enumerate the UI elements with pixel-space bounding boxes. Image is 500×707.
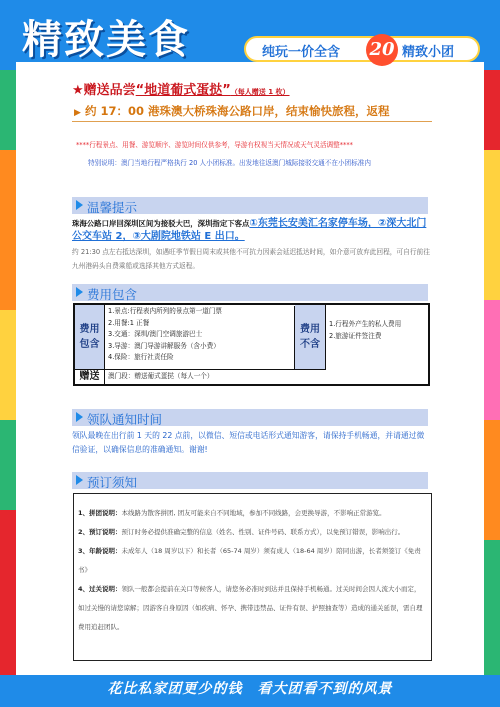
section-booking	[72, 472, 428, 489]
section-title: 领队通知时间	[87, 412, 163, 427]
booking-item-title: 1、拼团说明：	[78, 509, 122, 517]
fee-include-label-2: 包含	[79, 339, 100, 350]
left-stripe-yellow	[0, 310, 16, 420]
gift-prefix: 赠送品尝	[83, 83, 136, 98]
return-itinerary	[74, 103, 442, 119]
triangle-right-icon	[76, 412, 83, 422]
section-title: 费用包含	[87, 287, 138, 302]
schedule-notice: ****行程景点、用餐、游览顺序、游览时间仅供参考，导游有权视当天情况或天气灵活调整****	[76, 141, 353, 149]
section-title: 预订须知	[87, 475, 138, 490]
booking-item-title: 3、年龄说明：	[78, 547, 122, 555]
booking-item-text: 本线路为散客拼团, 团友可能来自不同地域，参加不同线路，会更换导游，不影响正常游览。	[121, 509, 386, 517]
section-fee	[72, 284, 428, 301]
triangle-right-icon	[76, 200, 83, 210]
triangle-right-icon	[76, 287, 83, 297]
gift-heading	[72, 79, 290, 98]
warm-tip-arrival: 约 21:30 点左右抵达深圳，如遇旺季节假日周末或其他不可抗力因素会延迟抵达时间，如介意可放弃此回程，可自行前往九州港码头自费乘船或选择其他方式返程。	[72, 248, 430, 270]
warm-tip-text: 珠海公路口岸回深圳区间为接驳大巴，深圳指定下客点	[72, 219, 250, 228]
list-item: 4.保险：旅行社责任险	[108, 353, 174, 362]
list-item	[78, 542, 427, 580]
triangle-right-icon	[76, 475, 83, 485]
fee-include-label-1: 费用	[79, 324, 100, 335]
section-warm-tips	[72, 197, 428, 214]
fee-exclude-header	[295, 305, 326, 370]
page-title: 精致美食	[22, 16, 190, 63]
booking-item-title: 2、预订说明：	[78, 528, 122, 536]
section-title: 温馨提示	[87, 200, 138, 215]
left-stripe-green-2	[0, 420, 16, 510]
list-item: 1.景点:行程表内所列的景点第一道门票	[108, 307, 223, 315]
return-divider	[72, 121, 432, 122]
fee-include-header	[75, 305, 105, 370]
list-item: 2.用餐:1 正餐	[108, 318, 150, 327]
list-item: 3.导游：澳门导游讲解服务（含小费）	[108, 341, 220, 350]
dropoff-points: ①东莞长安美汇名家停车场，②深大北门公交车站 2，③大剧院地铁站 E 出口。	[72, 218, 427, 242]
footer-slogan: 花比私家团更少的钱 看大团看不到的风景	[107, 681, 393, 697]
gift-name: “地道葡式蛋挞”	[135, 83, 231, 98]
list-item	[78, 580, 427, 637]
booking-item-text: 领队一般都会提前在关口等候客人，请您务必准时到达并且保持手机畅通。过关时间会因人流大小而定，如过关慢的请您谅解；因游客自身原因（如疾病、怀孕、携带违禁品、证件有误、护照抽查等）造成的通关延误，需自理费用追赶团队。	[78, 585, 423, 631]
fee-exclude-list	[326, 319, 428, 359]
booking-item-text: 预订时务必提供准确完整的信息（姓名、性别、证件号码、联系方式），以免预订错误，影响出行。	[121, 528, 405, 536]
list-item: 1.行程外产生的私人费用	[329, 320, 402, 328]
fee-exclude-label-1: 费用	[300, 324, 320, 335]
group-size-badge: 20	[366, 34, 398, 66]
booking-item-text: 未成年人（18 周岁以下）和长者（65-74 周岁）须有成人（18-64 周岁）陪同出游，长者须签订《免责书》	[78, 547, 421, 574]
fee-gift-value: 澳门段：赠送葡式蛋挞（每人一个）	[108, 372, 214, 380]
fee-gift-label: 赠送	[75, 370, 105, 384]
list-item	[78, 523, 427, 542]
fee-table	[73, 303, 430, 386]
list-item: 3.交通：深圳/澳门空调旅游巴士	[108, 330, 203, 339]
fee-include-list	[105, 306, 295, 370]
special-notice: 特别说明：澳门当地行程严格执行 20 人小团标准。出发地往返澳门城际接驳交通不在小团标准内	[88, 159, 371, 167]
triangle-right-icon: ▶	[74, 108, 81, 118]
right-stripe-yellow	[484, 150, 500, 300]
gift-note: （每人赠送 1 枚）	[230, 88, 290, 96]
tagline-pill	[244, 36, 480, 62]
list-item: 2.旅游证件签注费	[329, 331, 382, 340]
star-icon: ★	[72, 83, 84, 98]
warm-tip-dropoff	[72, 217, 432, 243]
tagline-right: 精致小团	[402, 45, 455, 60]
right-stripe-orange	[484, 420, 500, 540]
booking-item-title: 4、过关说明：	[78, 585, 122, 593]
booking-box	[73, 493, 432, 661]
list-item	[78, 504, 427, 523]
left-stripe-orange	[0, 150, 16, 310]
tagline-left: 纯玩一价全含	[262, 45, 341, 60]
leader-notice-text: 领队最晚在出行前 1 天的 22 点前，以微信、短信或电话形式通知游客，请保持手机畅通，并请通过微信验证，以确保信息的准确通知。谢谢!	[72, 431, 425, 454]
section-leader-notice	[72, 409, 428, 426]
fee-exclude-label-2: 不含	[300, 339, 320, 350]
right-stripe-pink	[484, 300, 500, 420]
return-text: 约 17：00 港珠澳大桥珠海公路口岸，结束愉快旅程，返程	[84, 104, 390, 118]
